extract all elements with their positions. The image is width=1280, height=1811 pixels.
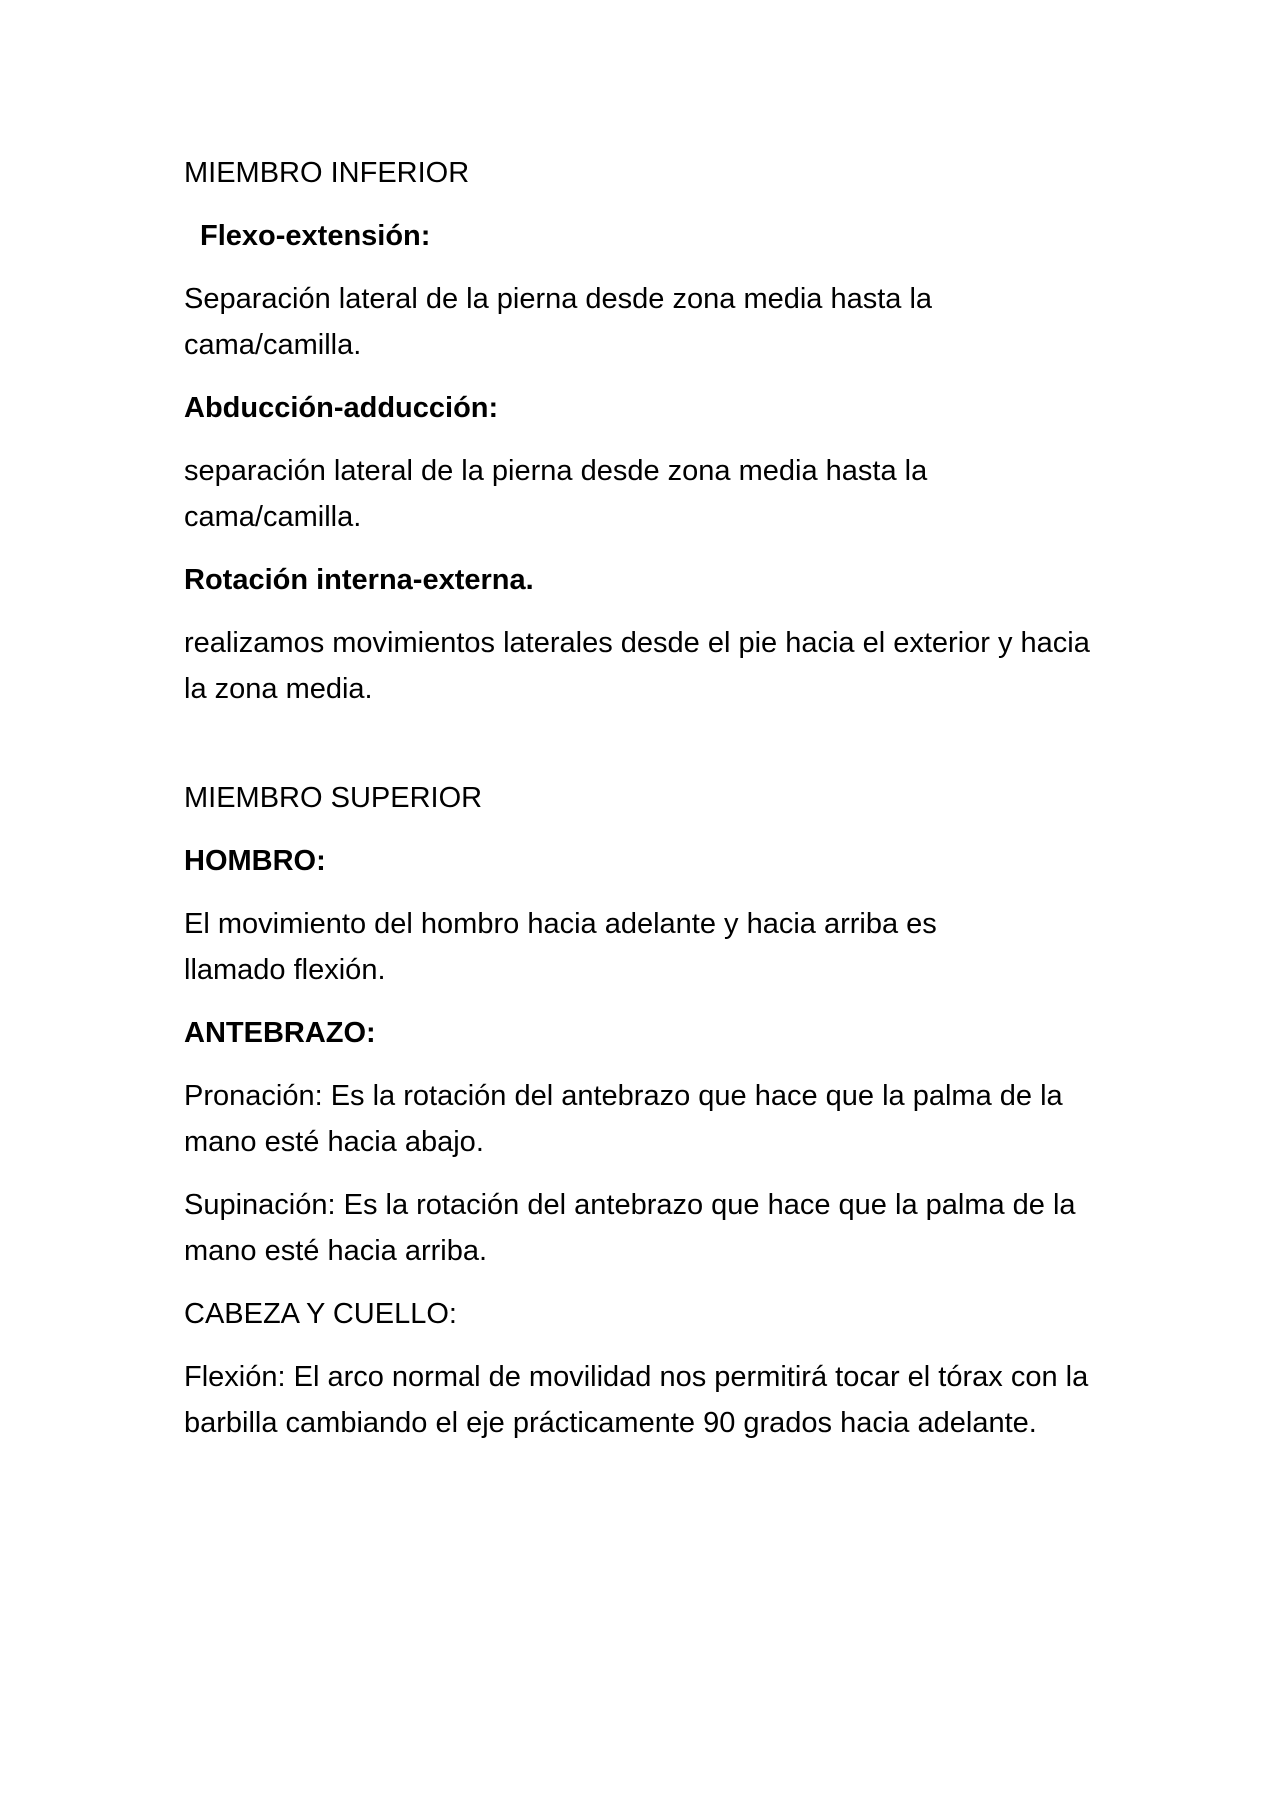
subheading-rotacion: Rotación interna-externa. xyxy=(184,564,534,596)
paragraph-flexo-extension: Separación lateral de la pierna desde zona media hasta la cama/camilla. xyxy=(184,283,933,361)
paragraph-flexion: Flexión: El arco normal de movilidad nos permitirá tocar el tórax con la barbilla cambiando el eje prácticamente 90 grados hacia adelante. xyxy=(184,1361,1089,1439)
section-heading-upper-limb: MIEMBRO SUPERIOR xyxy=(184,782,483,814)
subheading-flexo-extension: Flexo-extensión: xyxy=(200,220,431,252)
paragraph-abduccion: separación lateral de la pierna desde zona media hasta la cama/camilla. xyxy=(184,455,928,533)
paragraph-rotacion: realizamos movimientos laterales desde el pie hacia el exterior y hacia la zona media. xyxy=(184,627,1090,705)
spacer xyxy=(184,729,1104,775)
subheading-abduccion: Abducción-adducción: xyxy=(184,392,499,424)
paragraph-pronacion: Pronación: Es la rotación del antebrazo que hace que la palma de la mano esté hacia abajo. xyxy=(184,1080,1063,1158)
paragraph-hombro: El movimiento del hombro hacia adelante y hacia arriba es llamado flexión. xyxy=(184,908,937,986)
section-heading-lower-limb: MIEMBRO INFERIOR xyxy=(184,157,470,189)
subheading-hombro: HOMBRO: xyxy=(184,845,326,877)
document-body xyxy=(184,150,1104,1463)
subheading-antebrazo: ANTEBRAZO: xyxy=(184,1017,376,1049)
paragraph-supinacion: Supinación: Es la rotación del antebrazo que hace que la palma de la mano esté hacia arriba. xyxy=(184,1189,1076,1267)
subheading-cabeza-cuello: CABEZA Y CUELLO: xyxy=(184,1298,457,1330)
